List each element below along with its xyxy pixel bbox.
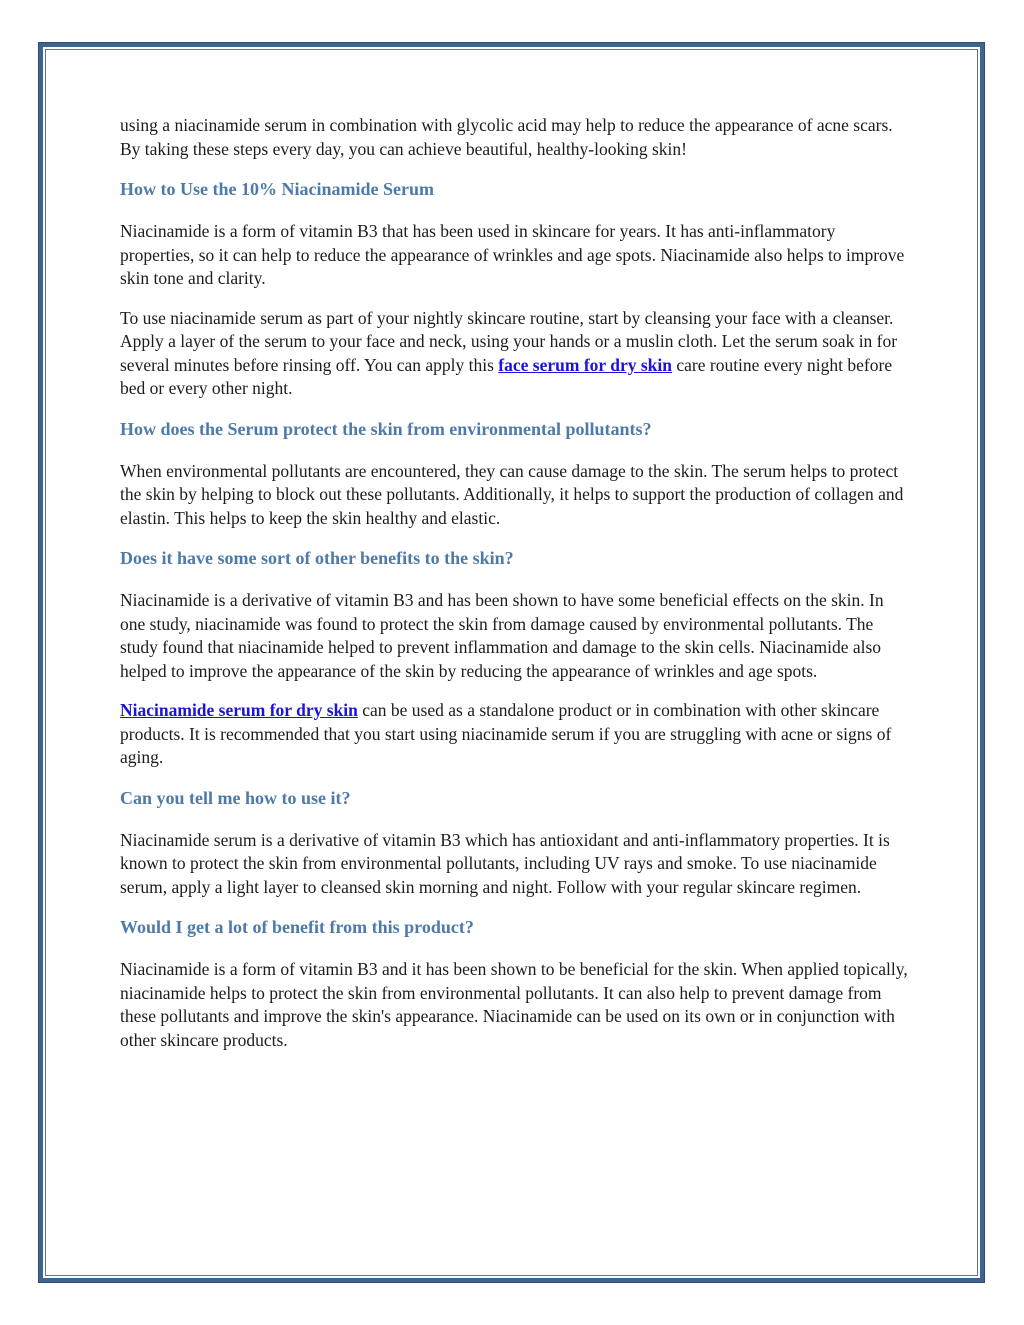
paragraph-protect-pollutants: When environmental pollutants are encountered, they can cause damage to the skin. The serum helps to protect the skin by helping to block out these pollutants. Additionally, it helps to support the production of collagen and elastin. This helps to keep the skin healthy and elastic. xyxy=(120,460,904,528)
section-heading-protect-pollutants: How does the Serum protect the skin from environmental pollutants? xyxy=(120,418,652,439)
section-heading-how-to-use-it: Can you tell me how to use it? xyxy=(120,787,351,808)
paragraph-intro: using a niacinamide serum in combination with glycolic acid may help to reduce the appearance of acne scars. By taking these steps every day, you can achieve beautiful, healthy-looking skin! xyxy=(120,115,893,159)
link-niacinamide-serum-for-dry-skin[interactable]: Niacinamide serum for dry skin xyxy=(120,700,358,720)
paragraph-text: To use niacinamide serum as part of your nightly skincare routine, start by cleansing your face with a cleanser. Apply a layer of the serum to your face and neck, using your hands or a muslin cloth. Let the serum soak in for several minutes before rinsing off. You can apply this xyxy=(120,307,898,375)
link-face-serum-for-dry-skin[interactable]: face serum for dry skin xyxy=(498,354,672,375)
paragraph-what-is-niacinamide: Niacinamide is a form of vitamin B3 that has been used in skincare for years. It has anti-inflammatory properties, so it can help to reduce the appearance of wrinkles and age spots. Niacinamide also helps to improve skin tone and clarity. xyxy=(120,221,905,288)
section-heading-would-i-benefit: Would I get a lot of benefit from this product? xyxy=(120,917,474,937)
document-page xyxy=(120,114,910,1068)
paragraph-standalone-product xyxy=(120,699,910,770)
paragraph-text: can be used as a standalone product or in combination with other skincare products. It is recommended that you start using niacinamide serum if you are struggling with acne or signs of aging. xyxy=(120,700,892,767)
paragraph-other-benefits: Niacinamide is a derivative of vitamin B3 and has been shown to have some beneficial effects on the skin. In one study, niacinamide was found to protect the skin from damage caused by environmental pollutants. The study found that niacinamide helped to prevent inflammation and damage to the skin cells. Niacinamide also helped to improve the appearance of the skin by reducing the appearance of wrinkles and age spots. xyxy=(120,590,884,681)
section-heading-how-to-use: How to Use the 10% Niacinamide Serum xyxy=(120,179,434,199)
paragraph-how-to-use-it: Niacinamide serum is a derivative of vitamin B3 which has antioxidant and anti-inflammatory properties. It is known to protect the skin from environmental pollutants, including UV rays and smoke. To use niacinamide serum, apply a light layer to cleansed skin morning and night. Follow with your regular skincare regimen. xyxy=(120,829,890,897)
section-heading-other-benefits: Does it have some sort of other benefits to the skin? xyxy=(120,548,514,568)
paragraph-would-i-benefit: Niacinamide is a form of vitamin B3 and it has been shown to be beneficial for the skin. When applied topically, niacinamide helps to protect the skin from environmental pollutants. It can also help to prevent damage from these pollutants and improve the skin's appearance. Niacinamide can be used on its own or in conjunction with other skincare products. xyxy=(120,959,908,1050)
paragraph-text: care routine every night before bed or every other night. xyxy=(120,354,893,398)
paragraph-nightly-routine xyxy=(120,307,910,401)
